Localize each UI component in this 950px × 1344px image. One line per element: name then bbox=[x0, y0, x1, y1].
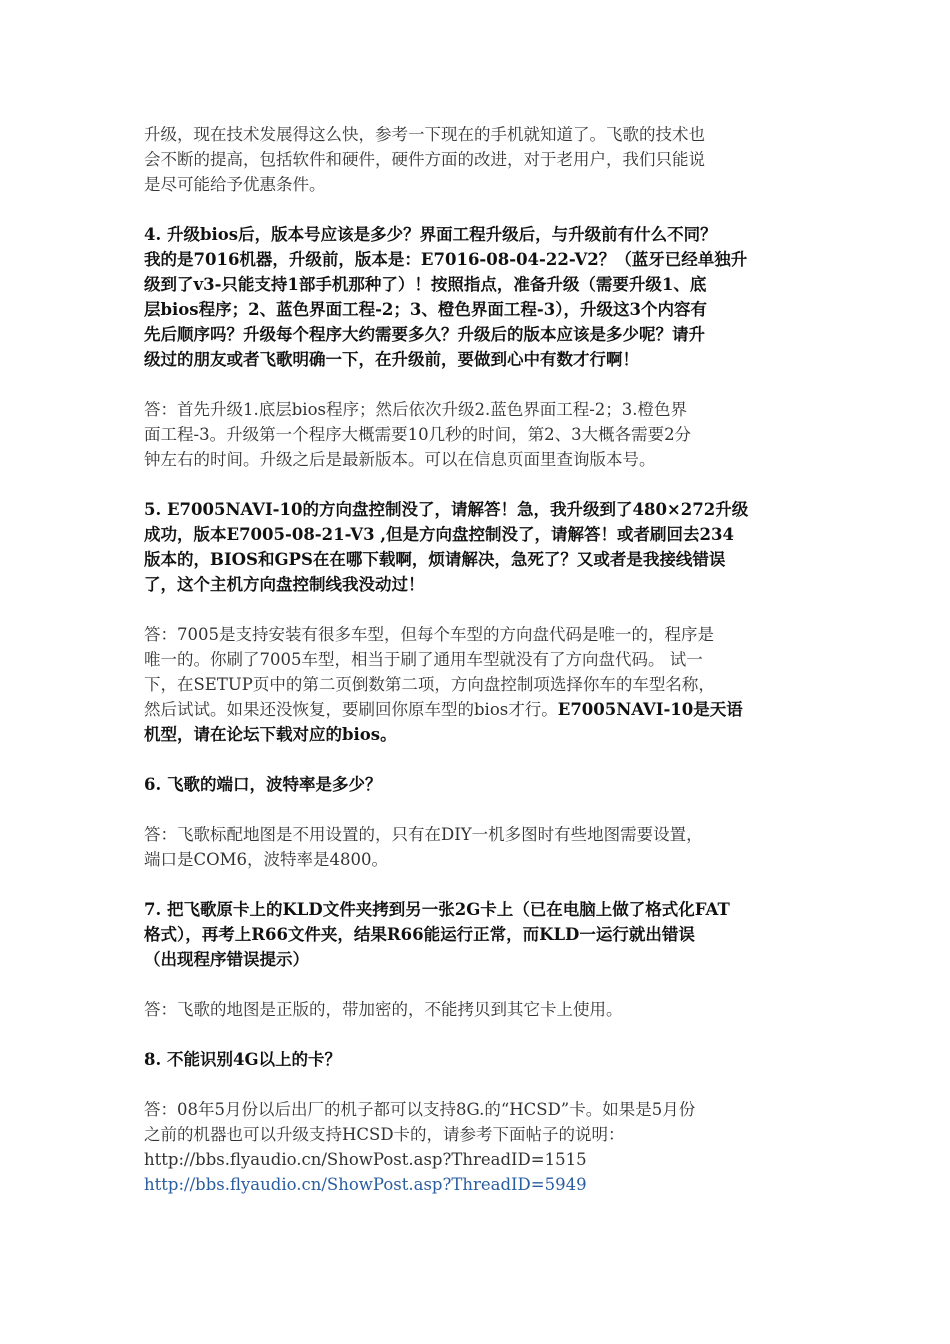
forum-url-link[interactable]: http://bbs.flyaudio.cn/ShowPost.asp?ThreadID=5949 bbox=[144, 1175, 587, 1194]
spacer bbox=[144, 472, 814, 497]
spacer bbox=[144, 197, 814, 222]
spacer bbox=[144, 1022, 814, 1047]
answer-4: 答：首先升级1.底层bios程序；然后依次升级2.蓝色界面工程-2；3.橙色界 面工程-3。升级第一个程序大概需要10几秒的时间，第2、3大概各需要2分 钟左右的时间。升级之后是最新版本。可以在信息页面里查询版本号。 bbox=[144, 400, 692, 469]
spacer bbox=[144, 1072, 814, 1097]
answer-8: 答：08年5月份以后出厂的机子都可以支持8G.的“HCSD”卡。如果是5月份 之前的机器也可以升级支持HCSD卡的，请参考下面帖子的说明： bbox=[144, 1100, 696, 1144]
intro-paragraph: 升级，现在技术发展得这么快，参考一下现在的手机就知道了。飞歌的技术也 会不断的提高，包括软件和硬件，硬件方面的改进，对于老用户，我们只能说 是尽可能给予优惠条件。 bbox=[144, 125, 705, 194]
answer-5-text: 答：7005是支持安装有很多车型，但每个车型的方向盘代码是唯一的，程序是 唯一的。你刷了7005车型，相当于刷了通用车型就没有了方向盘代码。 试一 下，在SETUP页中的第二页倒数第二项，方向盘控制项选择你车的车型名称， 然后试试。如果还没恢复，要刷回你原车型的bios才行。 bbox=[144, 625, 715, 719]
question-8: 8. 不能识别4G以上的卡？ bbox=[144, 1050, 342, 1069]
question-7: 7. 把飞歌原卡上的KLD文件夹拷到另一张2G卡上（已在电脑上做了格式化FAT 格式），再考上R66文件夹，结果R66能运行正常，而KLD一运行就出错误 （出现程序错误提示） bbox=[144, 900, 730, 969]
answer-5 bbox=[144, 622, 814, 747]
question-5: 5. E7005NAVI-10的方向盘控制没了，请解答！急，我升级到了480×272升级 成功，版本E7005-08-21-V3 ,但是方向盘控制没了，请解答！或者刷回去234 版本的，BIOS和GPS在在哪下载啊，烦请解决，急死了？又或者是我接线错误 了，这个主机方向盘控制线我没动过！ bbox=[144, 500, 749, 594]
answer-7: 答：飞歌的地图是正版的，带加密的，不能拷贝到其它卡上使用。 bbox=[144, 1000, 623, 1019]
spacer bbox=[144, 797, 814, 822]
spacer bbox=[144, 747, 814, 772]
spacer bbox=[144, 972, 814, 997]
question-6: 6. 飞歌的端口，波特率是多少？ bbox=[144, 775, 382, 794]
answer-6: 答：飞歌标配地图是不用设置的，只有在DIY一机多图时有些地图需要设置， 端口是COM6，波特率是4800。 bbox=[144, 825, 703, 869]
forum-url-plain: http://bbs.flyaudio.cn/ShowPost.asp?ThreadID=1515 bbox=[144, 1150, 587, 1169]
document-page bbox=[144, 122, 814, 1197]
answer-5-bold-note: E7005NAVI-10是天语 机型，请在论坛下载对应的bios。 bbox=[144, 700, 743, 744]
question-4: 4. 升级bios后，版本号应该是多少？界面工程升级后，与升级前有什么不同？ 我的是7016机器，升级前，版本是：E7016-08-04-22-V2？（蓝牙已经单独升 级到了v3-只能支持1部手机那种了）！按照指点，准备升级（需要升级1、底 层bios程序；2、蓝色界面工程-2；3、橙色界面工程-3），升级这3个内容有 先后顺序吗？升级每个程序大约需要多久？升级后的版本应该是多少呢？请升 级过的朋友或者飞歌明确一下，在升级前，要做到心中有数才行啊！ bbox=[144, 225, 748, 369]
spacer bbox=[144, 872, 814, 897]
spacer bbox=[144, 597, 814, 622]
spacer bbox=[144, 372, 814, 397]
